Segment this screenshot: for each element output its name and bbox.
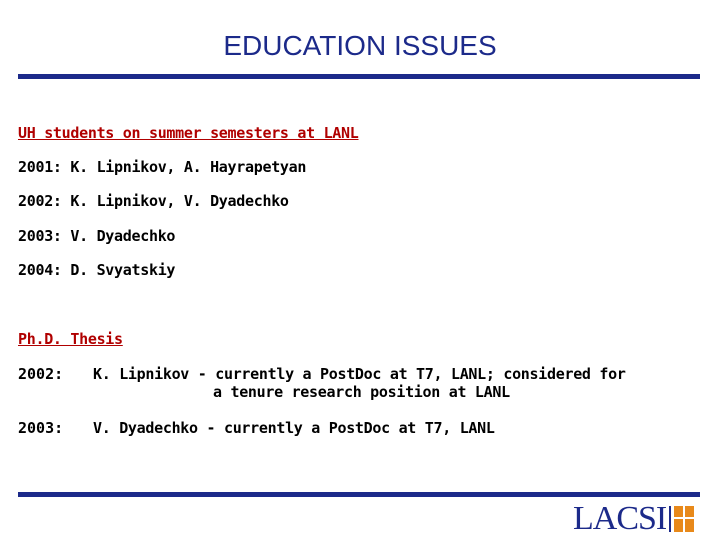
summer-entry: 2003: V. Dyadechko xyxy=(18,227,176,245)
thesis-section-heading: Ph.D. Thesis xyxy=(18,330,123,348)
bottom-divider xyxy=(18,492,700,497)
thesis-description: V. Dyadechko - currently a PostDoc at T7, LANL xyxy=(93,419,495,437)
lacsi-logo xyxy=(573,500,703,537)
summer-entry: 2002: K. Lipnikov, V. Dyadechko xyxy=(18,192,289,210)
summer-entry: 2004: D. Svyatskiy xyxy=(18,261,176,279)
thesis-description: K. Lipnikov - currently a PostDoc at T7, LANL; considered for xyxy=(93,365,626,383)
thesis-description-continuation: a tenure research position at LANL xyxy=(213,383,510,401)
slide-title: EDUCATION ISSUES xyxy=(223,30,497,61)
logo-text: LACSI xyxy=(573,500,667,537)
thesis-year: 2003: xyxy=(18,419,64,437)
summer-entry: 2001: K. Lipnikov, A. Hayrapetyan xyxy=(18,158,307,176)
top-divider xyxy=(18,74,700,79)
thesis-year: 2002: xyxy=(18,365,64,383)
summer-section-heading: UH students on summer semesters at LANL xyxy=(18,124,359,142)
lacsi-cross-logo-icon xyxy=(669,504,697,534)
